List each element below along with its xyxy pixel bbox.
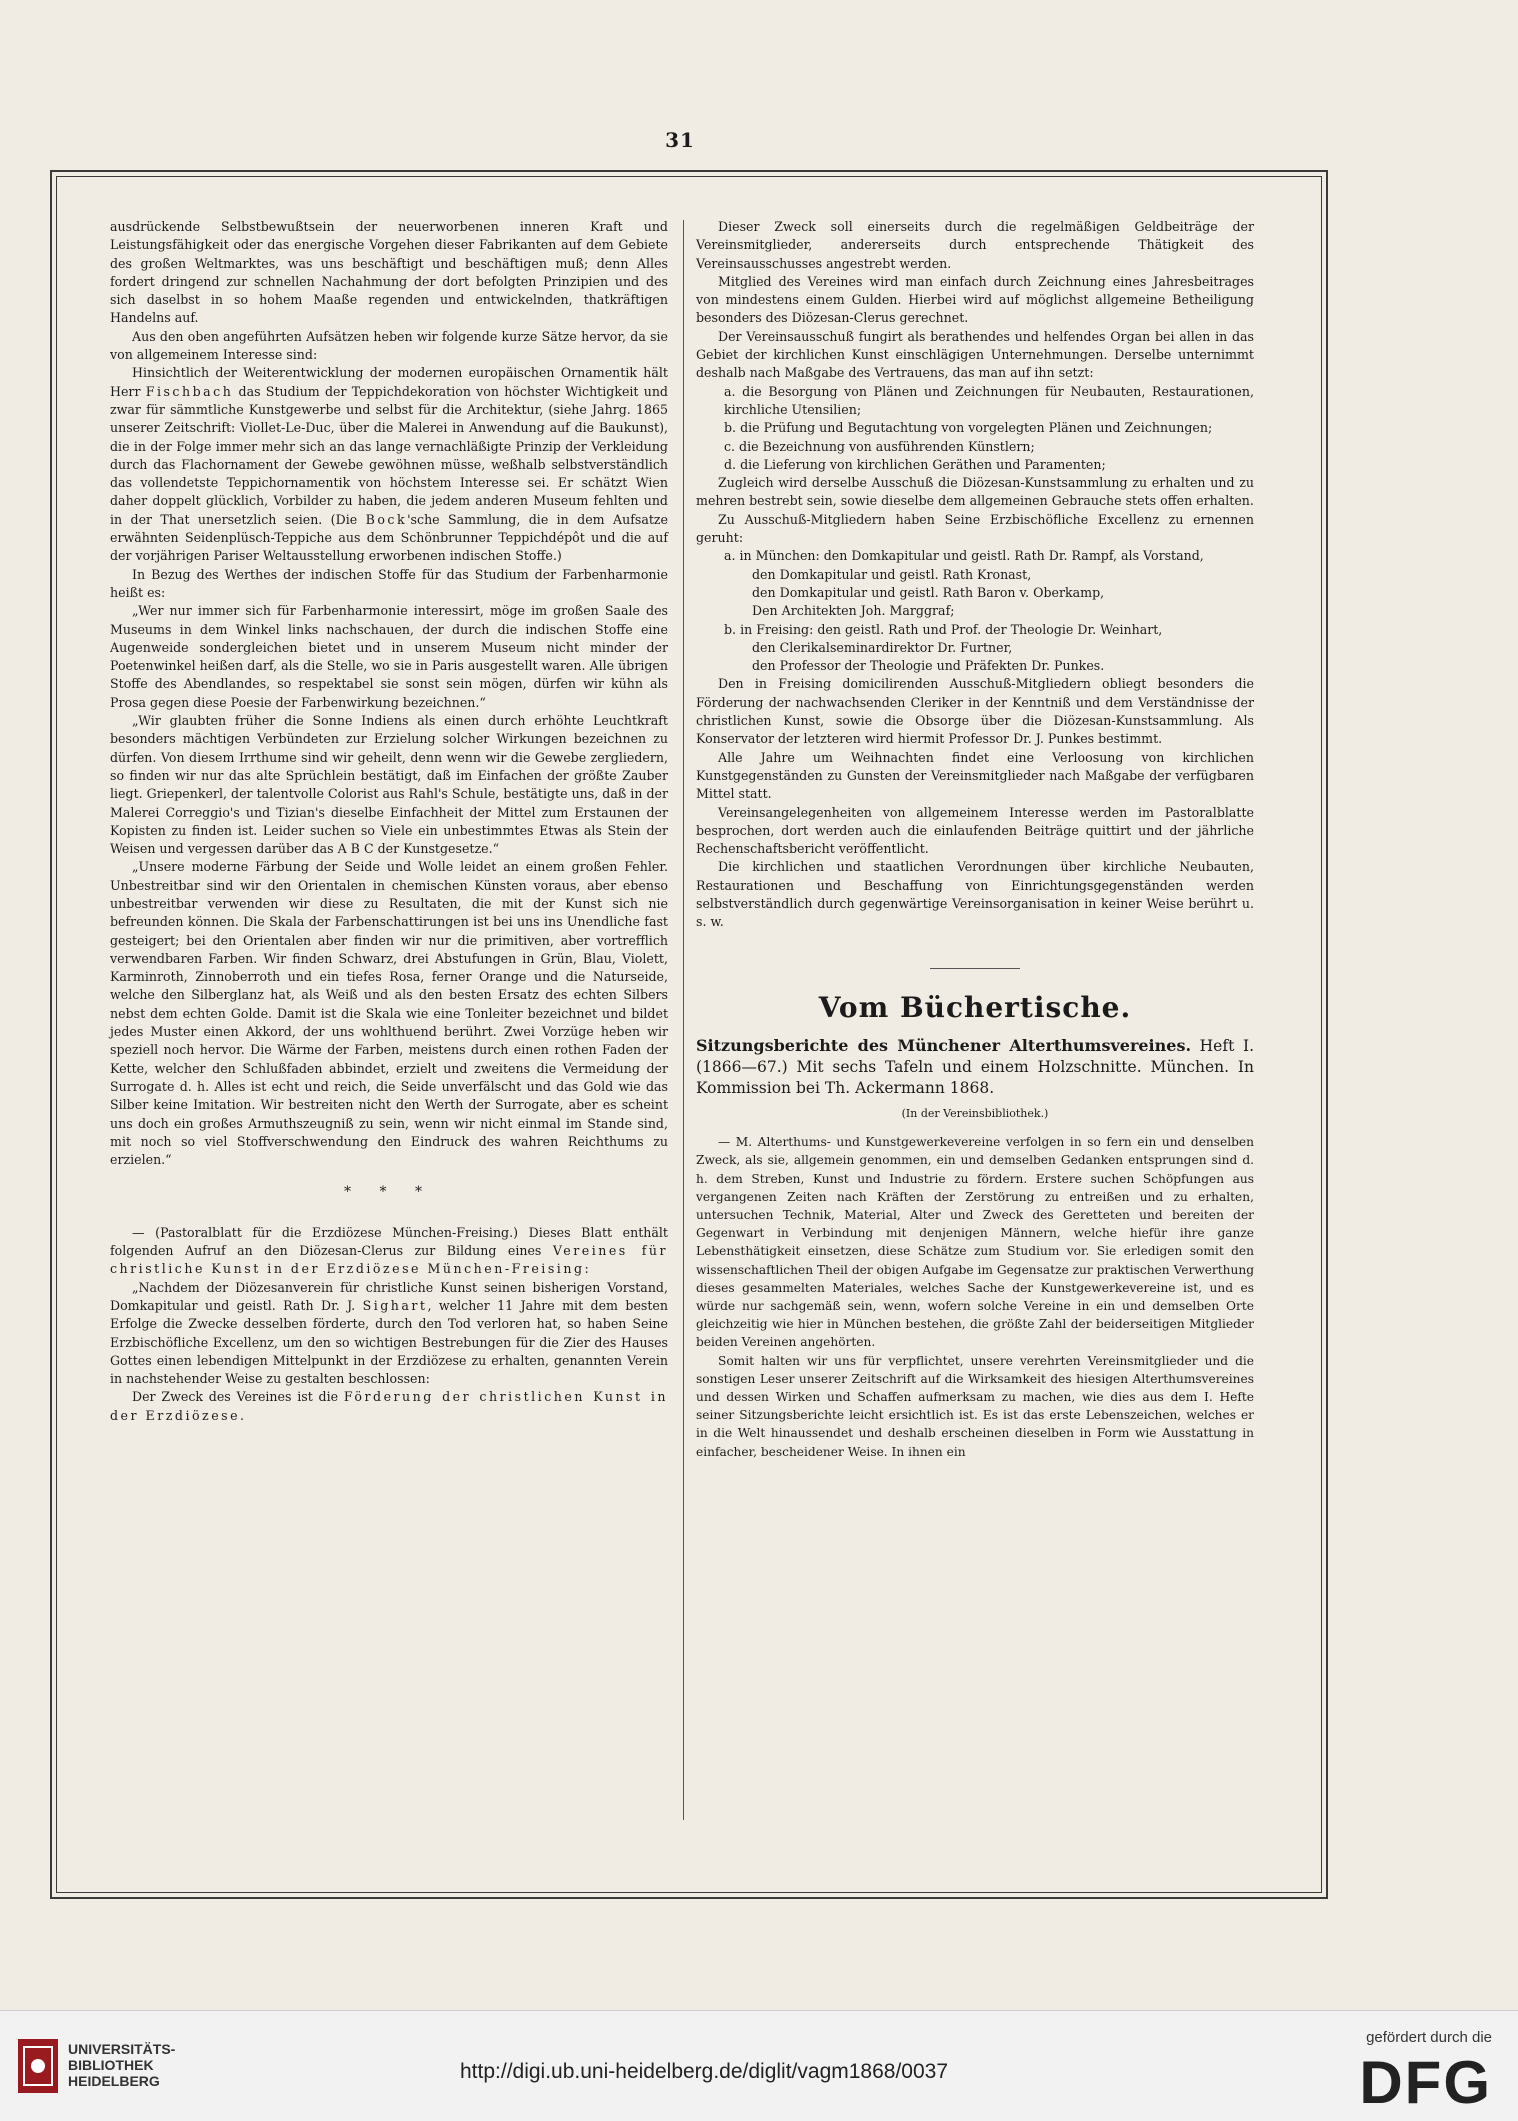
paragraph: — M. Alterthums- und Kunstgewerkevereine verfolgen in so fern ein und denselben Zweck, als sie, allgemein genommen, ein und demselben Gedanken entsprungen sind d. h. dem Streben, Kunst und Industrie zu fördern. Erstere suchen Schöpfungen aus vergangenen Zeiten nach Kräften der Zerstörung zu entreißen und zu erhalten, untersuchen Technik, Material, Alter und Zweck des Geretteten und bereiten der Gegenwart in Verbindung mit denjenigen Männern, welche hiefür ihre ganze Lebensthätigkeit einsetzen, diese Schätze zum Studium vor. Sie erledigen somit den wissenschaftlichen Theil der obigen Aufgabe im Gegensatze zur praktischen Verwerthung dieses gesammelten Materiales, welches Sache der Kunstgewerkevereine ist, und es würde nur sachgemäß sein, wenn, wofern solche Vereine in ein und demselben Orte gleichzeitig wie hier in München bestehen, die größte Zahl der beiderseitigen Mitglieder beiden Vereinen angehörten. (696, 1135, 1254, 1350)
review-title-bold: Sitzungsberichte des Münchener Alterthumsvereines. (696, 1035, 1192, 1055)
text-run: das Studium der Teppichdekoration von höchster Wichtigkeit und zwar für sämmtliche Kunstgewerbe und selbst für die Architektur, (siehe Jahrg. 1865 unserer Zeitschrift: Viollet-Le-Duc, über die Malerei in Anwendung auf die Baukunst), die in der Folge immer mehr sich an das lange vernachläßigte Prinzip der Verkleidung durch das Flachornament der Gewebe gewöhnen müsse, weßhalb selbstverständlich das vollendetste Teppichornamentik von höchstem Interesse sei. Er schätzt Wien daher doppelt glücklich, Vorbilder zu haben, die jedem anderen Museum fehlten und in der That unersetzlich seien. (Die (110, 383, 668, 527)
paragraph: Aus den oben angeführten Aufsätzen heben wir folgende kurze Sätze hervor, da sie von allgemeinem Interesse sind: (110, 328, 668, 363)
member-entry: den Domkapitular und geistl. Rath Baron v. Oberkamp, (752, 584, 1105, 600)
paragraph: Die kirchlichen und staatlichen Verordnungen über kirchliche Neubauten, Restaurationen und Beschaffung von Einrichtungsgegenständen werden selbstverständlich durch gegenwärtige Vereinsorganisation in keiner Weise berührt u. s. w. (696, 859, 1254, 930)
list-item: b. die Prüfung und Begutachtung von vorgelegten Plänen und Zeichnungen; (724, 420, 1213, 436)
paragraph (110, 364, 668, 565)
paragraph: Zugleich wird derselbe Ausschuß die Diözesan-Kunstsammlung zu erhalten und zu mehren bestrebt sein, sowie dieselbe dem allgemeinen Gebrauche stets offen erhalten. (696, 475, 1254, 509)
text-run: , welcher 11 Jahre mit dem besten Erfolge die Zwecke desselben förderte, durch den Tod verloren hat, so haben Seine Erzbischöfliche Excellenz, um den so wichtigen Bestrebungen für die Zier des Hauses Gottes einen lebendigen Mittelpunkt in der Erzdiözese zu erhalten, genannten Verein in nachstehender Weise zu gestalten beschlossen: (110, 1297, 668, 1387)
funding-note: gefördert durch die (1366, 2029, 1492, 2046)
text-run: — (Pastoralblatt für die Erzdiözese München-Freising.) Dieses Blatt enthält folgenden Aufruf an den Diözesan-Clerus zur Bildung eines (110, 1224, 668, 1259)
right-column (696, 218, 1254, 1461)
column-divider (683, 220, 684, 1820)
university-name-line: UNIVERSITÄTS- (68, 2041, 176, 2057)
text-run: „Nachdem der Diözesanverein für christliche Kunst seinen bisherigen Vorstand, Domkapitular und geistl. Rath Dr. J. (110, 1279, 668, 1313)
page-number: 31 (665, 128, 695, 152)
review-title (696, 1035, 1254, 1099)
section-stars: * * * (344, 1184, 434, 1201)
spaced-title: Vereines für christliche Kunst in der Erzdiözese München-Freising: (110, 1243, 668, 1277)
paragraph: Mitglied des Vereines wird man einfach durch Zeichnung eines Jahresbeitrages von mindestens einem Gulden. Hierbei wird auf möglichst allgemeine Betheiligung besonders des Diözesan-Clerus gerechnet. (696, 273, 1254, 326)
person-name: Sighart (362, 1297, 428, 1313)
member-entry: den Clerikalseminardirektor Dr. Furtner, (752, 639, 1013, 655)
list-item: c. die Bezeichnung von ausführenden Künstlern; (724, 438, 1035, 454)
university-name-line: HEIDELBERG (68, 2073, 160, 2089)
text-frame (50, 170, 1328, 1899)
quote-paragraph (110, 1279, 668, 1389)
list-item: a. die Besorgung von Plänen und Zeichnungen für Neubauten, Restaurationen, kirchliche Utensilien; (724, 383, 1254, 417)
person-name: Fischbach (145, 383, 234, 399)
member-entry: Den Architekten Joh. Marggraf; (752, 603, 955, 619)
permalink-url[interactable]: http://digi.ub.uni-heidelberg.de/diglit/vagm1868/0037 (460, 2060, 949, 2083)
paragraph: Somit halten wir uns für verpflichtet, unsere verehrten Vereinsmitglieder und die sonstigen Leser unserer Zeitschrift auf die Wirksamkeit des hiesigen Alterthumsvereines und dessen Wirken und Schaffen aufmerksam zu machen, wie dies aus dem I. Hefte seiner Sitzungsberichte leicht ersichtlich ist. Es ist das erste Lebenszeichen, welches er in die Welt hinaussendet und deshalb erscheinen dieselben in Form wie Ausstattung in einfacher, bescheidener Weise. In ihnen ein (696, 1353, 1254, 1459)
text-run: 'sche Sammlung, die in dem Aufsatze erwähnten Seidenplüsch-Teppiche aus dem Schönbrunner Teppichdépôt und die auf der vorjährigen Pariser Weltausstellung erworbenen indischen Stoffe.) (110, 511, 668, 564)
text-run: Hinsichtlich der Weiterentwicklung der modernen europäischen Ornamentik hält Herr (110, 365, 668, 399)
footer-bar (0, 2010, 1518, 2121)
member-entry: den Domkapitular und geistl. Rath Kronast, (752, 566, 1032, 582)
paragraph (110, 1388, 668, 1425)
member-entry: den Professor der Theologie und Präfekten Dr. Punkes. (752, 658, 1105, 674)
university-name (68, 2041, 175, 2089)
paragraph: In Bezug des Werthes der indischen Stoffe für das Studium der Farbenharmonie heißt es: (110, 566, 668, 600)
member-entry: a. in München: den Domkapitular und geistl. Rath Dr. Rampf, als Vorstand, (724, 548, 1204, 564)
quote-paragraph: „Wer nur immer sich für Farbenharmonie interessirt, möge im großen Saale des Museums in dem Winkel links nachschauen, der durch die indischen Stoffe eine Augenweide sondergleichen bietet und in unserem Museum nicht minder der Poetenwinkel heißen darf, als die Stelle, wo sie in Paris ausgestellt waren. Alle übrigen Stoffe des Abendlandes, so respektabel sie sonst sein mögen, dürfen wir kühn als Prosa gegen diese Poesie der Farbenwirkung bezeichnen.“ (110, 603, 668, 710)
paragraph (110, 1224, 668, 1279)
quote-paragraph: „Wir glaubten früher die Sonne Indiens als einen durch erhöhte Leuchtkraft besonders mächtigen Verbündeten zur Erzielung solcher Wirkungen bezeichnen zu dürfen. Von diesem Irrthume sind wir geheilt, denn wenn wir die Gewebe zergliedern, so finden wir nur das alte Sprüchlein bestätigt, daß im Einfachen der größte Zauber liegt. Griepenkerl, der talentvolle Colorist aus Rahl's Schule, bestätigte uns, daß in der Malerei Correggio's und Tizian's dieselbe Einfachheit der Mittel zum Erstaunen der Kopisten zu finden ist. Leider suchen so Viele ein unbestimmtes Etwas als Stein der Weisen und vergessen darüber das A B C der Kunstgesetze.“ (110, 713, 668, 857)
section-heading: Vom Büchertische. (818, 990, 1132, 1024)
paragraph: Alle Jahre um Weihnachten findet eine Verloosung von kirchlichen Kunstgegenständen zu Gunsten der Vereinsmitglieder nach Maßgabe der verfügbaren Mittel statt. (696, 749, 1254, 802)
paragraph: Der Vereinsausschuß fungirt als berathendes und helfendes Organ bei allen in das Gebiet der kirchlichen Kunst einschlägigen Unternehmungen. Derselbe unternimmt deshalb nach Maßgabe des Vertrauens, das man auf ihn setzt: (696, 328, 1254, 381)
university-seal-icon (16, 2037, 60, 2095)
review-title-rest: Heft I. (1866—67.) Mit sechs Tafeln und einem Holzschnitte. München. In Kommission bei Th. Ackermann 1868. (696, 1036, 1255, 1097)
member-entry: b. in Freising: den geistl. Rath und Prof. der Theologie Dr. Weinhart, (724, 621, 1163, 637)
university-name-line: BIBLIOTHEK (68, 2057, 154, 2073)
short-rule (930, 968, 1020, 969)
list-item: d. die Lieferung von kirchlichen Geräthen und Paramenten; (724, 456, 1106, 472)
paragraph: Zu Ausschuß-Mitgliedern haben Seine Erzbischöfliche Excellenz zu ernennen geruht: (696, 511, 1254, 546)
paragraph: Vereinsangelegenheiten von allgemeinem Interesse werden im Pastoralblatte besprochen, dort werden auch die einlaufenden Beiträge quittirt und der jährliche Rechenschaftsbericht veröffentlicht. (696, 804, 1254, 857)
review-note: (In der Vereinsbibliothek.) (901, 1106, 1049, 1120)
text-run: Der Zweck des Vereines ist die (132, 1389, 344, 1405)
dfg-logo: DFG (1359, 2049, 1492, 2116)
spaced-title: Förderung der christlichen Kunst in der Erzdiözese. (110, 1389, 669, 1423)
person-name: Bock (365, 511, 408, 527)
quote-paragraph: „Unsere moderne Färbung der Seide und Wolle leidet an einem großen Fehler. Unbestreitbar sind wir den Orientalen in chemischen Künsten voraus, aber ebenso unbestreitbar verwenden wir diese zu Resultaten, die mit der Kunst sich nie befreunden können. Die Skala der Farbenschattirungen ist bei uns ins Unendliche fast gesteigert; bei den Orientalen aber finden wir nur die primitiven, aber vortrefflich verwendbaren Farben. Wir finden Schwarz, drei Abstufungen in Grün, Blau, Violett, Karminroth, Zinnoberroth und ein tiefes Rosa, ferner Orange und die Naturseide, welche den Silberglanz hat, als Weiß und als den besten Ersatz des echten Silbers nebst dem echten Golde. Damit ist die Skala wie eine Tonleiter bezeichnet und bildet jedes Muster einen Akkord, der uns wohlthuend berührt. Zwei Vorzüge heben wir speziell noch hervor. Die Wärme der Farben, meistens durch einen rothen Faden der Kette, welcher den Schlußfaden abbindet, erzielt und zweitens die Vermeidung der Surrogate d. h. Alles ist echt und reich, die Seide unverfälscht und das Gold wie das Silber keine Imitation. Wir bestreiten nicht den Werth der Surrogate, aber es scheint uns doch ein großes Armuthszeugniß zu sein, wenn wir nicht einmal im Stande sind, mit noch so viel Stoffverschwendung den Eindruck des wahren Reichthums zu erzielen.“ (110, 859, 668, 1168)
paragraph: ausdrückende Selbstbewußtsein der neuerworbenen inneren Kraft und Leistungsfähigkeit oder das energische Vorgehen dieser Fabrikanten auf dem Gebiete des großen Weltmarktes, was uns beschäftigt und beschäftigen muß; denn Alles fordert dringend zur schnellen Nachahmung der dort befolgten Prinzipien und des sich daselbst in so hohem Maaße regenden und entwickelnden, thatkräftigen Handelns auf. (110, 219, 668, 326)
left-column (110, 218, 668, 1425)
paragraph: Den in Freising domicilirenden Ausschuß-Mitgliedern obliegt besonders die Förderung der nachwachsenden Cleriker in der Kenntniß und dem Verständnisse der christlichen Kunst, sowie die Obsorge über die Diözesan-Kunstsammlung. Als Konservator der letzteren wird hiermit Professor Dr. J. Punkes bestimmt. (696, 676, 1254, 747)
paragraph: Dieser Zweck soll einerseits durch die regelmäßigen Geldbeiträge der Vereinsmitglieder, andererseits durch entsprechende Thätigkeit des Vereinsausschusses angestrebt werden. (696, 219, 1254, 271)
